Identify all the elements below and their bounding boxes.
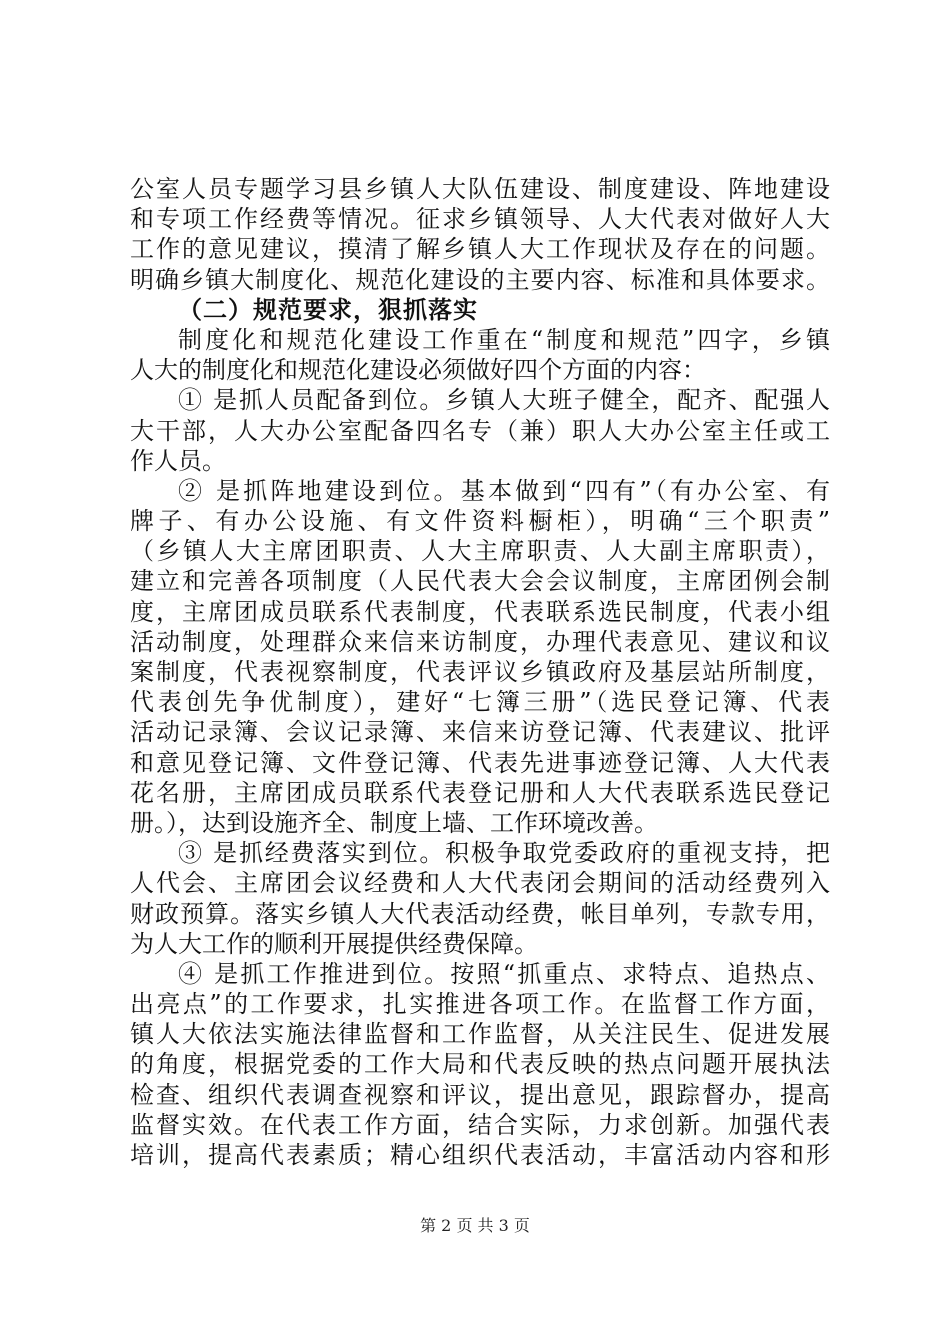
text-line: 监督实效。在代表工作方面，结合实际，力求创新。加强代表 [130, 1110, 830, 1139]
text-line: 和意见登记簿、文件登记簿、代表先进事迹登记簿、人大代表 [130, 748, 830, 777]
text-line: 大干部，人大办公室配备四名专（兼）职人大办公室主任或工 [130, 416, 830, 445]
text-line: 牌子、有办公设施、有文件资料橱柜），明确“三个职责” [130, 507, 830, 536]
text-line: 代表创先争优制度），建好“七簿三册”（选民登记簿、代表 [130, 688, 830, 717]
text-line: 册。），达到设施齐全、制度上墙、工作环境改善。 [130, 808, 658, 837]
text-line: 公室人员专题学习县乡镇人大队伍建设、制度建设、阵地建设 [130, 175, 830, 203]
text-line: 度，主席团成员联系代表制度，代表联系选民制度，代表小组 [130, 597, 830, 626]
body-text [130, 174, 830, 1170]
text-line: 和专项工作经费等情况。征求乡镇领导、人大代表对做好人大 [130, 205, 830, 234]
text-line: 为人大工作的顺利开展提供经费保障。 [130, 929, 538, 958]
text-line: ① 是抓人员配备到位。乡镇人大班子健全，配齐、配强人 [178, 386, 830, 415]
text-line: ② 是抓阵地建设到位。基本做到“四有”（有办公室、有 [178, 476, 830, 505]
text-line: 工作的意见建议，摸清了解乡镇人大工作现状及存在的问题。 [130, 235, 830, 264]
text-line: 培训，提高代表素质；精心组织代表活动，丰富活动内容和形 [130, 1141, 830, 1169]
text-line: 镇人大依法实施法律监督和工作监督，从关注民生、促进发展 [130, 1020, 830, 1049]
text-line: ④ 是抓工作推进到位。按照“抓重点、求特点、追热点、 [178, 959, 830, 988]
text-line: 出亮点”的工作要求，扎实推进各项工作。在监督工作方面， [130, 990, 830, 1019]
text-line: 人大的制度化和规范化建设必须做好四个方面的内容： [130, 356, 706, 385]
text-line: 的角度，根据党委的工作大局和代表反映的热点问题开展执法 [130, 1050, 830, 1079]
section-heading: （二）规范要求，狠抓落实 [178, 295, 478, 324]
text-line: 检查、组织代表调查视察和评议，提出意见，跟踪督办，提高 [130, 1080, 830, 1109]
text-line: 活动记录簿、会议记录簿、来信来访登记簿、代表建议、批评 [130, 718, 830, 747]
text-line: ③ 是抓经费落实到位。积极争取党委政府的重视支持，把 [178, 839, 830, 868]
text-line: 建立和完善各项制度（人民代表大会会议制度，主席团例会制 [130, 567, 830, 596]
text-line: 明确乡镇大制度化、规范化建设的主要内容、标准和具体要求。 [130, 265, 830, 294]
text-line: 制度化和规范化建设工作重在“制度和规范”四字，乡镇 [178, 325, 830, 354]
page-footer: 第 2 页 共 3 页 [420, 1216, 530, 1235]
text-line: 活动制度，处理群众来信来访制度，办理代表意见、建议和议 [130, 627, 830, 656]
text-line: 案制度，代表视察制度，代表评议乡镇政府及基层站所制度， [130, 658, 830, 686]
text-line: （乡镇人大主席团职责、人大主席职责、人大副主席职责）， [130, 537, 830, 566]
text-line: 花名册，主席团成员联系代表登记册和人大代表联系选民登记 [130, 778, 830, 807]
text-line: 财政预算。落实乡镇人大代表活动经费，帐目单列，专款专用， [130, 899, 830, 928]
text-line: 作人员。 [130, 446, 226, 475]
text-line: 人代会、主席团会议经费和人大代表闭会期间的活动经费列入 [130, 869, 830, 898]
